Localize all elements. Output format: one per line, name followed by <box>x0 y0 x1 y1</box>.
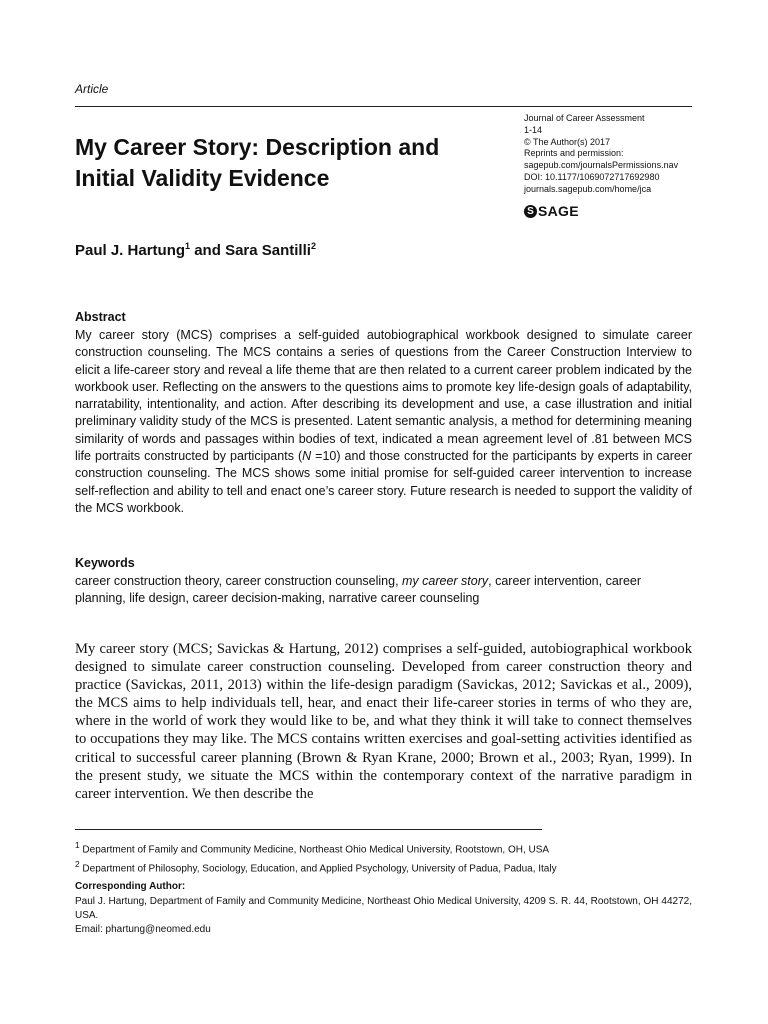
abstract-text-part: =10) and those constructed for the participants by experts in career construction counseling. The MCS shows some initial promise for self-guided career intervention to increase self-reflection and ability to tell and enact one’s career story. Future research is needed to support the validity of the MCS workbook. <box>75 449 692 515</box>
author-line <box>75 241 316 259</box>
footnote <box>75 857 692 876</box>
header-rule <box>75 106 692 107</box>
corresponding-author-heading: Corresponding Author: <box>75 881 186 892</box>
sample-size-symbol: N <box>302 449 312 464</box>
paper-title: My Career Story: Description and Initial Validity Evidence <box>75 134 440 191</box>
corresponding-author-details <box>75 895 692 937</box>
abstract-text <box>75 327 692 517</box>
abstract-text-part: My career story (MCS) comprises a self-guided autobiographical workbook designed to simulate career construction counseling. The MCS contains a series of questions from the Career Construction Interview to elicit a life-career story and reveal a life theme that are then related to a current career problem indicated by the workbook user. Reflecting on the answers to the questions aims to promote key life-design goals of adaptability, narratability, intentionality, and action. After describing its development and use, a case illustration and initial preliminary validity study of the MCS is presented. Latent semantic analysis, a method for determining meaning similarity of words and passages within bodies of text, indicated a mean agreement level of .81 between MCS life portraits constructed by participants ( <box>75 328 692 464</box>
journal-name: Journal of Career Assessment <box>524 113 645 123</box>
abstract-heading: Abstract <box>75 310 126 324</box>
sage-wordmark: SAGE <box>538 203 579 219</box>
doi-line[interactable]: DOI: 10.1177/1069072717692980 <box>524 171 660 182</box>
article-type-label: Article <box>75 82 109 96</box>
permissions-link[interactable]: sagepub.com/journalsPermissions.nav <box>524 160 679 171</box>
journal-home-link[interactable]: journals.sagepub.com/home/jca <box>524 183 652 194</box>
keyword-italic: my career story <box>402 574 489 588</box>
corresponding-email[interactable]: Email: phartung@neomed.edu <box>75 924 211 935</box>
copyright-line: © The Author(s) 2017 <box>524 136 611 147</box>
journal-meta <box>524 113 714 196</box>
keywords-part: , career intervention, career planning, life design, career decision-making, narrative career counseling <box>75 574 642 606</box>
corresponding-address: Paul J. Hartung, Department of Family and Community Medicine, Northeast Ohio Medical University, 4209 S. R. 44, Rootstown, OH 44272, USA. <box>75 896 692 921</box>
sage-logo <box>524 203 579 219</box>
keywords-part: career construction theory, career construction counseling, <box>75 574 403 588</box>
author-name: Sara Santilli <box>225 242 311 259</box>
footnote-text: Department of Philosophy, Sociology, Education, and Applied Psychology, University of Padua, Padua, Italy <box>79 863 557 875</box>
affiliation-mark: 1 <box>185 241 191 251</box>
affiliation-footnotes <box>75 838 692 877</box>
footnote <box>75 838 692 857</box>
footnote-mark: 1 <box>75 840 80 850</box>
author-connector: and <box>190 242 226 259</box>
footnote-mark: 2 <box>75 859 80 870</box>
reprints-line: Reprints and permission: <box>524 148 624 159</box>
author-name: Paul J. Hartung <box>75 242 186 259</box>
sage-s-icon: S <box>524 205 537 218</box>
footnote-rule <box>75 829 542 830</box>
page-range: 1-14 <box>524 124 543 135</box>
footnote-text: Department of Family and Community Medicine, Northeast Ohio Medical University, Rootstown, OH, USA <box>79 844 550 856</box>
keywords-list <box>75 573 692 608</box>
keywords-heading: Keywords <box>75 556 135 570</box>
affiliation-mark: 2 <box>310 241 316 251</box>
body-paragraph: My career story (MCS; Savickas & Hartung, 2012) comprises a self-guided, autobiographical workbook designed to simulate career construction counseling. Developed from career construction theory and practice (Savickas, 2011, 2013) within the life-design paradigm (Savickas, 2012; Savickas et al., 2009), the MCS aims to help individuals tell, hear, and enact their life-career stories in terms of who they are, where in the world of work they would like to be, and what they think it will take to connect themselves to occupations they may like. The MCS contains written exercises and goal-setting activities identified as critical to successful career planning (Brown & Ryan Krane, 2000; Brown et al., 2003; Ryan, 1999). In the present study, we situate the MCS within the contemporary context of the narrative paradigm in career intervention. We then describe the <box>75 641 692 802</box>
